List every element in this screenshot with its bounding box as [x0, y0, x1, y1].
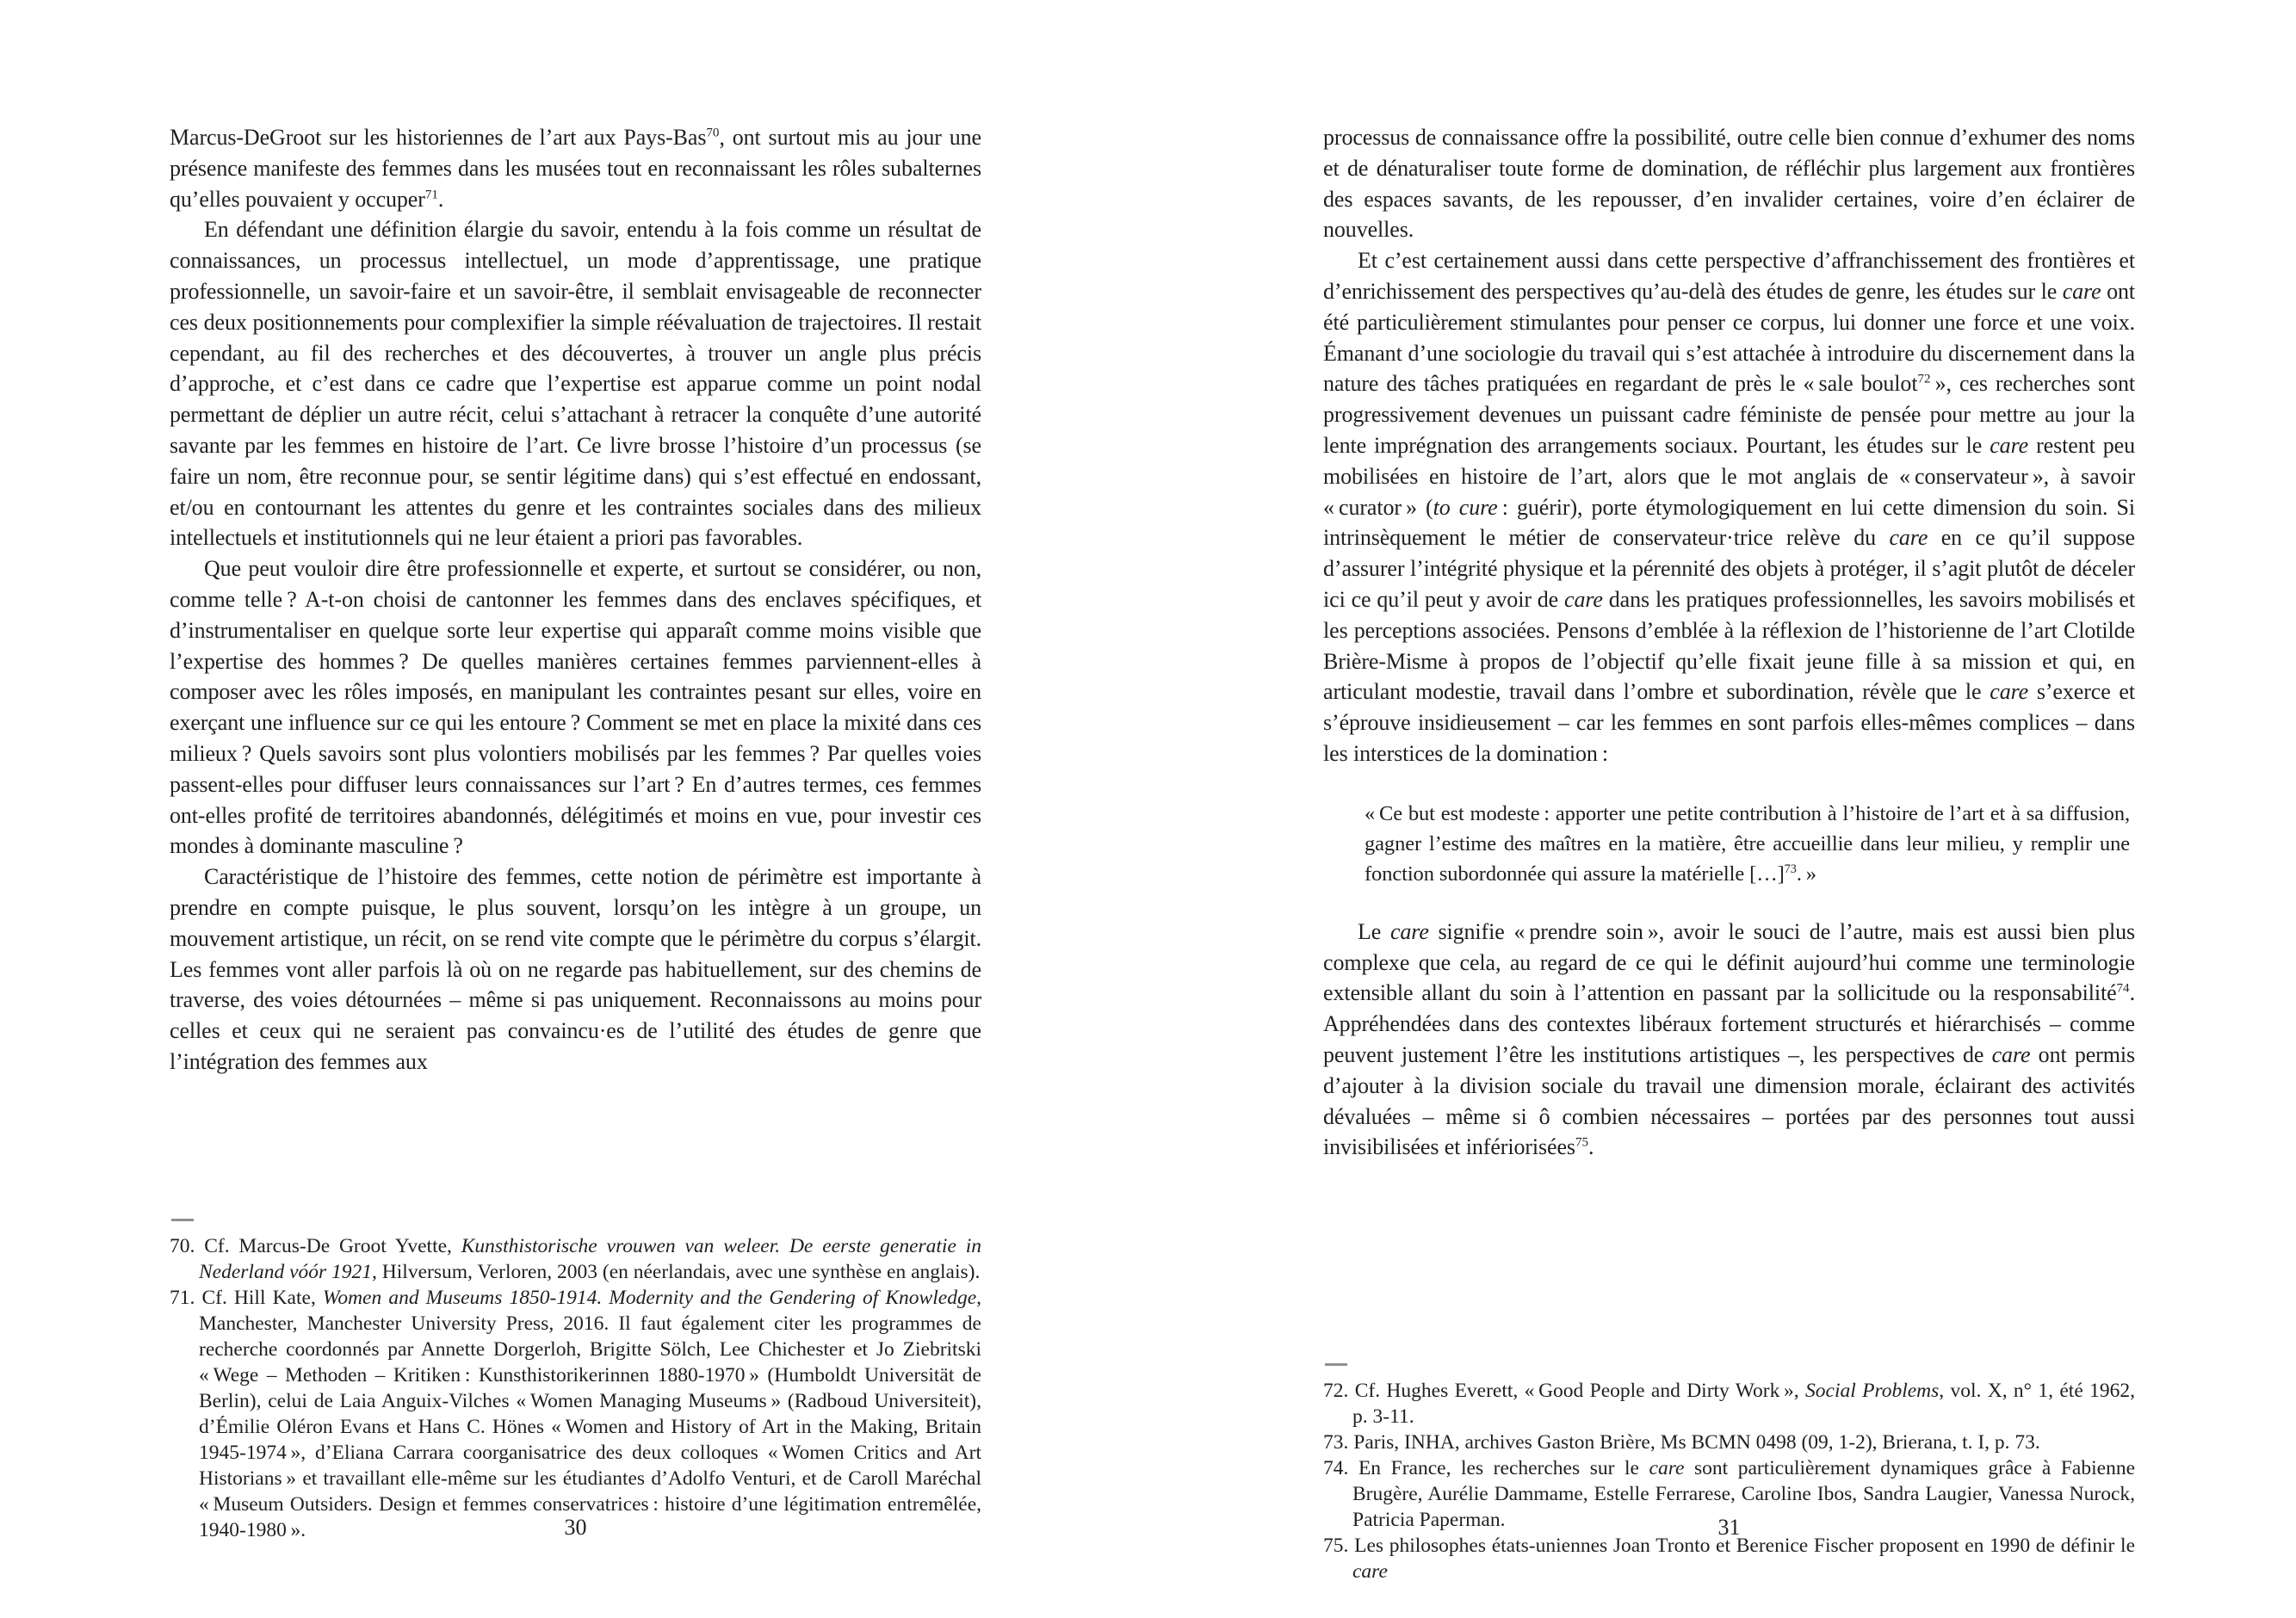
text-run: dans les pratiques professionnelles, les savoirs mobilisés et les perceptions associées. Pensons d’emblée à la réflexion de l’historienne de l’art Clotilde Brière-Misme à propos de l’objectif qu’elle fixait jeune fille à sa mission et qui, en articulant modestie, travail dans l’ombre et subordination, révèle que le — [1323, 586, 2135, 705]
italic-text: care — [2062, 278, 2101, 304]
text-run: Les philosophes états-uniennes Joan Tronto et Berenice Fischer proposent en 1990 de définir le — [1354, 1535, 2136, 1557]
text-run: En France, les recherches sur le — [1358, 1457, 1649, 1479]
italic-text: Social Problems — [1805, 1380, 1940, 1402]
text-run: En défendant une définition élargie du savoir, entendu à la fois comme un résultat de connaissances, un processus intellectuel, un mode d’apprentissage, une pratique professionnelle, un savoir-faire et un savoir-être, il semblait envisageable de reconnecter ces deux positionnements pour complexifier la simple réévaluation de trajectoires. Il restait cependant, au fil des recherches et des découvertes, à trouver un angle plus précis d’approche, et c’est dans ce cadre que l’expertise est apparue comme un point nodal permettant de déplier un autre récit, celui s’attachant à retracer la conquête d’une autorité savante par les femmes en histoire de l’art. Ce livre brosse l’histoire d’un processus (se faire un nom, être reconnue pour, se sentir légitime dans) qui s’est effectué en endossant, et/ou en contournant les attentes du genre et les contraintes sociales dans des milieux intellectuels et institutionnels qui ne leur étaient a priori pas favorables. — [170, 217, 981, 551]
footnote-number: 74. — [1323, 1457, 1349, 1479]
footnote-number: 70. — [170, 1235, 195, 1257]
text-run: s’exerce et s’éprouve insidieusement – car les femmes en sont parfois elles-mêmes complices – dans les interstices de la domination : — [1323, 679, 2135, 766]
footnote-number: 73. — [1323, 1431, 1349, 1454]
text-run: sont particulièrement dynamiques grâce à Fabienne Brugère, Aurélie Dammame, Estelle Ferrarese, Caroline Ibos, Sandra Laugier, Vanessa Nurock, Patricia Paperman. — [1352, 1457, 2136, 1531]
paragraph — [1323, 122, 2135, 245]
text-run: Paris, INHA, archives Gaston Brière, Ms BCMN 0498 (09, 1-2), Brierana, t. I, p. 73. — [1353, 1431, 2040, 1454]
text-run: . » — [1796, 861, 1816, 886]
italic-text: care — [1649, 1457, 1685, 1479]
page-31-footnote-list — [1323, 1378, 2135, 1584]
text-run: Le — [1358, 918, 1390, 944]
paragraph — [170, 861, 981, 1078]
footnote — [1323, 1378, 2135, 1430]
footnote-marker: 70 — [706, 126, 720, 140]
text-run: Caractéristique de l’histoire des femmes, cette notion de périmètre est importante à prendre en compte puisque, le plus souvent, lorsqu’on les intègre à un groupe, un mouvement artistique, un récit, on se rend vite compte que le périmètre du corpus s’élargit. Les femmes vont aller parfois là où on ne regarde pas habituellement, sur des chemins de traverse, des voies détournées – même si pas uniquement. Reconnaissons au moins pour celles et ceux qui ne seraient pas convaincu·es de l’utilité des études de genre que l’intégration des femmes aux — [170, 864, 981, 1074]
text-run: , Manchester, Manchester University Press, 2016. Il faut également citer les programmes de recherche coordonnés par Annette Dorgerloh, Brigitte Sölch, Lee Chichester et Jo Ziebritski « Wege – Methoden – Kritiken : Kunsthistorikerinnen 1880-1970 » (Humboldt Universität de Berlin), celui de Laia Anguix-Vilches « Women Managing Museums » (Radboud Universiteit), d’Émilie Oléron Evans et Hans C. Hönes « Women and History of Art in the Making, Britain 1945-1974 », d’Eliana Carrara coorganisatrice des deux colloques « Women Critics and Art Historians » et travaillant elle-même sur les étudiantes d’Adolfo Venturi, et de Caroll Maréchal « Museum Outsiders. Design et femmes conservatrices : histoire d’une légitimation entremêlée, 1940-1980 ». — [199, 1287, 981, 1541]
text-run: Que peut vouloir dire être professionnelle et experte, et surtout se considérer, ou non, comme telle ? A-t-on choisi de cantonner les femmes dans des enclaves spécifiques, et d’instrumentaliser en quelque sorte leur expertise qui apparaît comme moins visible que l’expertise des hommes ? De quelles manières certaines femmes parviennent-elles à composer avec les rôles imposés, en manipulant les contraintes pesant sur elles, voire en exerçant une influence sur ce qui les entoure ? Comment se met en place la mixité dans ces milieux ? Quels savoirs sont plus volontiers mobilisés par les femmes ? Par quelles voies passent-elles pour diffuser leurs connaissances sur l’art ? En d’autres termes, ces femmes ont-elles profité de territoires abandonnés, délégitimés et moins en vue, pour investir ces mondes à dominante masculine ? — [170, 556, 981, 859]
text-run: ont permis d’ajouter à la division sociale du travail une dimension morale, éclairant des activités dévaluées – même si ô combien nécessaires – portées par des personnes tout aussi invisibilisées et infériorisées — [1323, 1041, 2136, 1160]
text-run: Et c’est certainement aussi dans cette perspective d’affranchissement des frontières et d’enrichissement des perspectives qu’au-delà des études de genre, les études sur le — [1323, 248, 2135, 304]
page-30-footnote-list — [170, 1233, 981, 1543]
text-run: », ces recherches sont progressivement devenues un puissant cadre féministe de pensée pour mettre au jour la lente imprégnation des arrangements sociaux. Pourtant, les études sur le — [1323, 371, 2135, 458]
page-number-left: 30 — [564, 1515, 587, 1540]
text-run: Cf. Marcus-De Groot Yvette, — [204, 1235, 461, 1257]
page-30-footnote-area — [170, 1219, 981, 1543]
text-run: , vol. X, n° 1, été 1962, p. 3-11. — [1352, 1380, 2135, 1428]
footnote — [1323, 1430, 2135, 1455]
text-run: « Ce but est modeste : apporter une petite contribution à l’histoire de l’art et à sa diffusion, gagner l’estime des maîtres en la matière, être accueillie dans leur milieu, y remplir une fonction subordonnée qui assure la matérielle […] — [1365, 801, 2130, 886]
page-30-body-text — [170, 122, 981, 1078]
paragraph — [170, 553, 981, 861]
text-run: en ce qu’il suppose d’assurer l’intégrité physique et la pérennité des objets à protéger, il s’agit plutôt de déceler ici ce qu’il peut y avoir de — [1323, 525, 2135, 612]
text-run: restent peu mobilisées en histoire de l’art, alors que le mot anglais de « conservateur », à savoir « curator » ( — [1323, 432, 2135, 520]
italic-text: to cure — [1433, 494, 1498, 520]
text-run: ont été particulièrement stimulantes pour penser ce corpus, lui donner une force et une voix. Émanant d’une sociologie du travail qui s’est attachée à introduire du discernement dans la nature des tâches pratiquées en regardant de près le « sale boulot — [1323, 278, 2135, 397]
italic-text: care — [1352, 1560, 1388, 1583]
footnote-marker: 72 — [1917, 372, 1931, 386]
italic-text: care — [1389, 918, 1429, 944]
text-run: . — [437, 186, 444, 212]
text-run: Marcus-DeGroot sur les historiennes de l’art aux Pays-Bas — [170, 125, 707, 150]
page-31-footnote-area — [1323, 1363, 2135, 1584]
italic-text: Women and Museums 1850-1914. Modernity and the Gendering of Knowledge — [322, 1287, 977, 1309]
page-31 — [1323, 0, 2135, 1618]
footnote-separator — [171, 1219, 194, 1221]
paragraph — [170, 122, 981, 214]
footnote-marker: 74 — [2116, 981, 2130, 996]
italic-text: care — [1990, 679, 2029, 705]
text-run: Cf. Hughes Everett, « Good People and Dirty Work », — [1354, 1380, 1806, 1402]
footnote-marker: 73 — [1784, 861, 1797, 876]
italic-text: care — [1991, 1041, 2031, 1067]
paragraph — [1323, 917, 2135, 1163]
text-run: . Appréhendées dans des contextes libéraux fortement structurés et hiérarchisés – comme peuvent justement l’être les institutions artistiques –, les perspectives de — [1323, 980, 2135, 1067]
text-run: : guérir), porte étymologiquement en lui cette dimension du soin. Si intrinsèquement le métier de conservateur·trice relève du — [1323, 494, 2136, 551]
footnote — [170, 1233, 981, 1285]
paragraph — [170, 214, 981, 553]
text-run: signifie « prendre soin », avoir le souci de l’autre, mais est aussi bien plus complexe que cela, au regard de ce qui le définit aujourd’hui comme une terminologie extensible allant du soin à l’attention en passant par la sollicitude ou la responsabilité — [1323, 918, 2136, 1006]
footnote-marker: 71 — [424, 187, 438, 201]
text-run: processus de connaissance offre la possibilité, outre celle bien connue d’exhumer des noms et de dénaturaliser toute forme de domination, de réfléchir plus largement aux frontières des espaces savants, de les repousser, d’en invalider certaines, voire d’en éclairer de nouvelles. — [1323, 125, 2135, 243]
page-31-body-text — [1323, 122, 2135, 1163]
blockquote — [1365, 799, 2130, 889]
italic-text: care — [1990, 432, 2029, 458]
italic-text: care — [1889, 525, 1928, 551]
footnote-number: 72. — [1323, 1380, 1349, 1402]
text-run: , ont surtout mis au jour une présence manifeste des femmes dans les musées tout en reconnaissant les rôles subalternes qu’elles pouvaient y occuper — [170, 125, 981, 212]
footnote-marker: 75 — [1575, 1135, 1589, 1150]
italic-text: Kunsthistorische vrouwen van weleer. De eerste generatie in Nederland vóór 1921 — [199, 1235, 982, 1283]
paragraph — [1323, 245, 2135, 769]
footnote-separator — [1325, 1363, 1347, 1366]
footnote — [170, 1285, 981, 1543]
footnote — [1323, 1533, 2135, 1584]
text-run: , Hilversum, Verloren, 2003 (en néerlandais, avec une synthèse en anglais). — [372, 1261, 981, 1283]
page-30 — [170, 0, 981, 1618]
footnote-number: 71. — [170, 1287, 195, 1309]
text-run: . — [1588, 1134, 1594, 1160]
footnote-number: 75. — [1323, 1535, 1349, 1557]
italic-text: care — [1564, 586, 1603, 612]
page-number-right: 31 — [1717, 1515, 1741, 1540]
text-run: Cf. Hill Kate, — [201, 1287, 323, 1309]
